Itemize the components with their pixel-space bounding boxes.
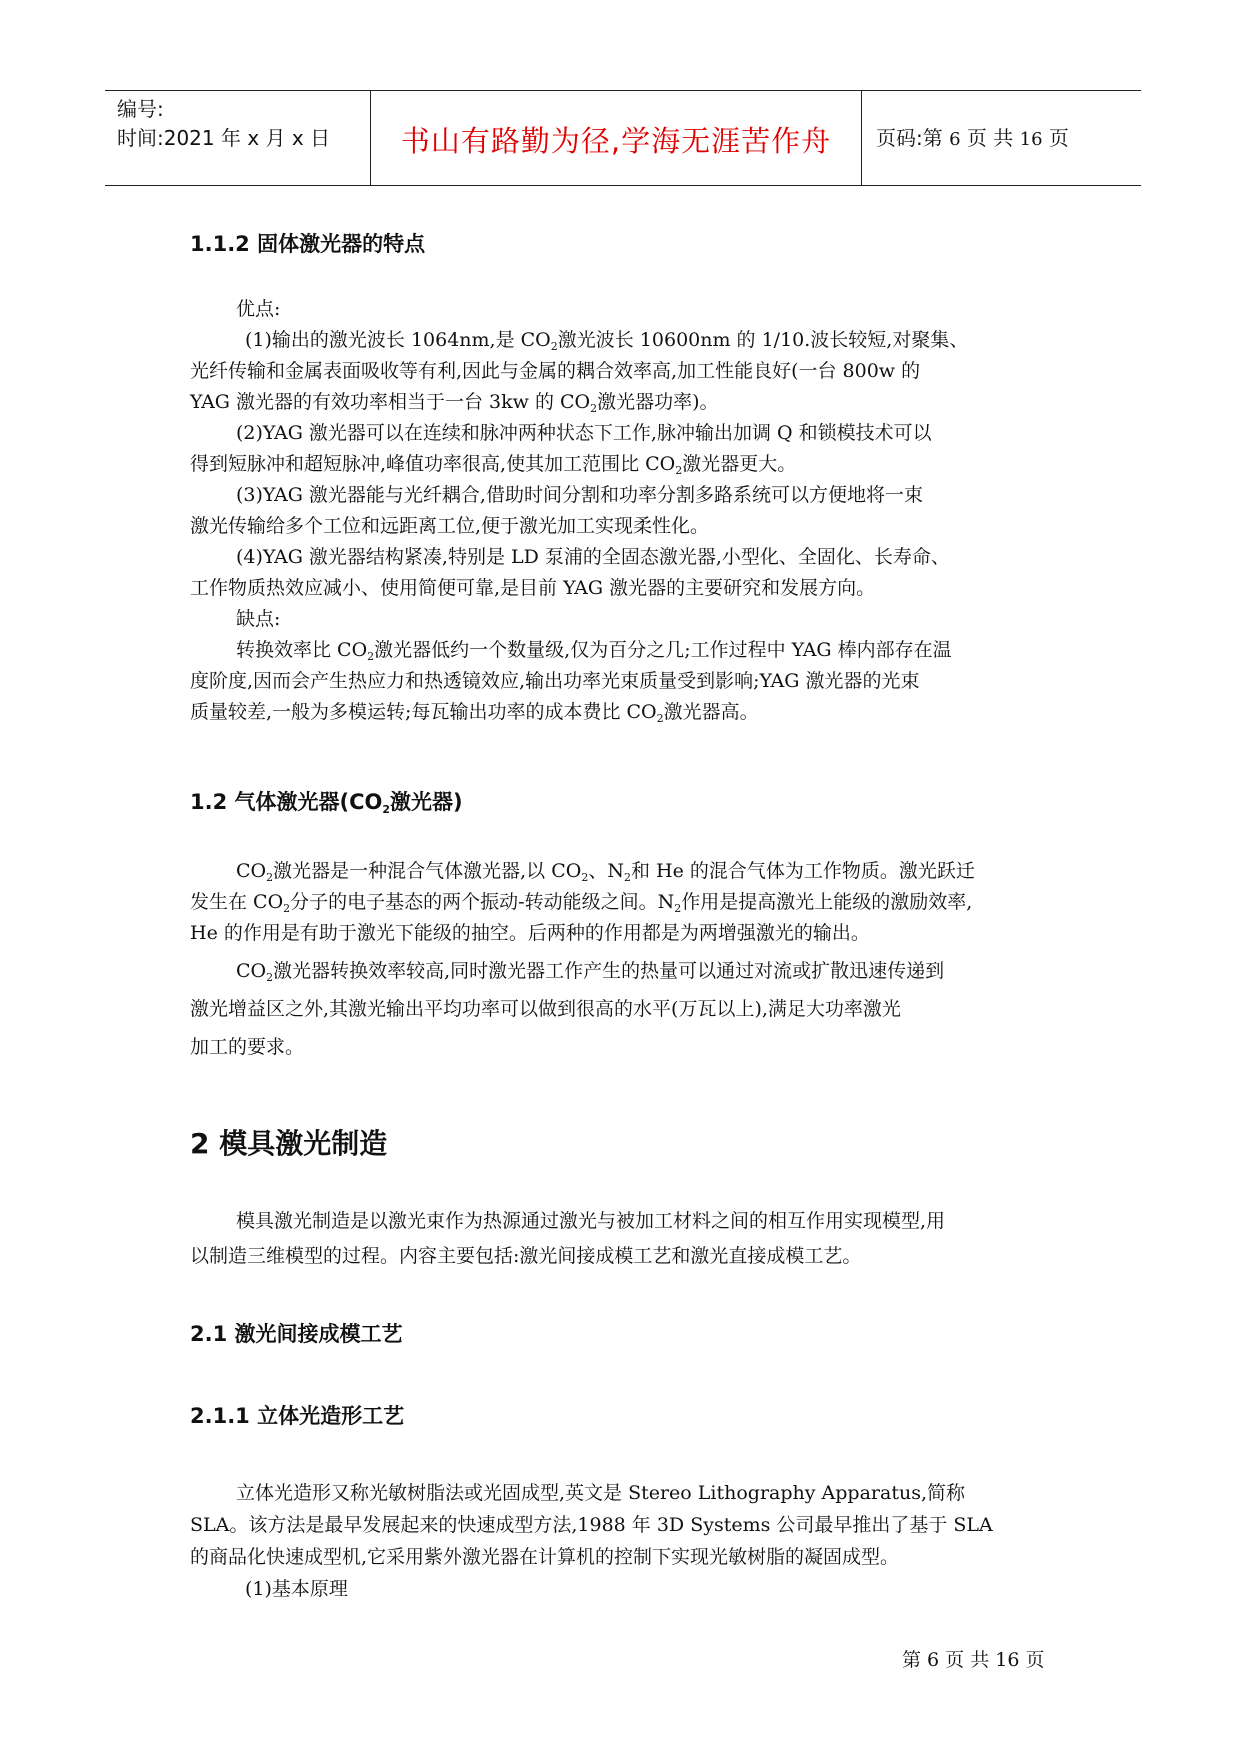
- mold-para-line-2: 以制造三维模型的过程。内容主要包括:激光间接成模工艺和激光直接成模工艺。: [190, 1245, 862, 1267]
- heading-1-2: 1.2 气体激光器($CO_2$激光器): [190, 790, 463, 816]
- pros-label: 优点:: [236, 298, 281, 320]
- number-label: 编号:: [117, 97, 164, 121]
- sla-para-line-3: 的商品化快速成型机,它采用紫外激光器在计算机的控制下实现光敏树脂的凝固成型。: [190, 1546, 900, 1568]
- pros-item-4-line-2: 工作物质热效应减小、使用简便可靠,是目前 YAG 激光器的主要研究和发展方向。: [190, 577, 876, 599]
- header-motto-cell: [371, 91, 862, 185]
- cons-label: 缺点:: [236, 608, 281, 630]
- gas-para-2-line-1: $CO_2$激光器转换效率较高,同时激光器工作产生的热量可以通过对流或扩散迅速传递到: [236, 960, 945, 984]
- pros-item-2-line-1: (2)YAG 激光器可以在连续和脉冲两种状态下工作,脉冲输出加调 Q 和锁模技术可以: [236, 422, 932, 444]
- cons-line-2: 度阶度,因而会产生热应力和热透镜效应,输出功率光束质量受到影响;YAG 激光器的光束: [190, 670, 920, 692]
- page-footer: 第 6 页 共 16 页: [902, 1649, 1045, 1671]
- header-left-cell: [105, 91, 371, 185]
- motto-text: 书山有路勤为径,学海无涯苦作舟: [400, 124, 832, 158]
- header-page-cell: [862, 91, 1141, 185]
- pros-item-3-line-2: 激光传输给多个工位和远距离工位,便于激光加工实现柔性化。: [190, 515, 710, 537]
- mold-para-line-1: 模具激光制造是以激光束作为热源通过激光与被加工材料之间的相互作用实现模型,用: [236, 1210, 946, 1232]
- gas-para-2-line-3: 加工的要求。: [190, 1036, 305, 1058]
- page-total: 16: [1019, 129, 1043, 150]
- heading-2-1-1: 2.1.1 立体光造形工艺: [190, 1404, 405, 1428]
- sla-para-line-1: 立体光造形又称光敏树脂法或光固成型,英文是 Stereo Lithography Apparatus,简称: [236, 1482, 965, 1504]
- gas-para-1-line-3: He 的作用是有助于激光下能级的抽空。后两种的作用都是为两增强激光的输出。: [190, 922, 870, 944]
- heading-2: 2 模具激光制造: [190, 1127, 388, 1160]
- pros-item-1-line-1: (1)输出的激光波长 1064nm,是 $CO_2$激光波长 10600nm 的 1/10.波长较短,对聚集、: [245, 329, 969, 353]
- page-suffix: 页: [1048, 126, 1069, 150]
- cons-line-1: 转换效率比 $CO_2$激光器低约一个数量级,仅为百分之几;工作过程中 YAG 棒内部存在温: [236, 639, 952, 663]
- pros-item-1-line-2: 光纤传输和金属表面吸收等有利,因此与金属的耦合效率高,加工性能良好(一台 800w 的: [190, 360, 921, 382]
- gas-para-1-line-1: $CO_2$激光器是一种混合气体激光器,以 $CO_2$、$N_2$和 He 的混合气体为工作物质。激光跃迁: [236, 860, 975, 884]
- gas-para-1-line-2: 发生在 $CO_2$分子的电子基态的两个振动-转动能级之间。$N_2$作用是提高激光上能级的激励效率,: [190, 891, 973, 915]
- page-info: [876, 122, 1069, 151]
- page-prefix: 页码:第: [876, 126, 943, 150]
- heading-1-1-2: 1.1.2 固体激光器的特点: [190, 232, 426, 256]
- cons-line-3: 质量较差,一般为多模运转;每瓦输出功率的成本费比 $CO_2$激光器高。: [190, 701, 759, 725]
- pros-item-4-line-1: (4)YAG 激光器结构紧凑,特别是 LD 泵浦的全固态激光器,小型化、全固化、长寿命、: [236, 546, 950, 568]
- page-current: 6: [949, 129, 961, 150]
- gas-para-2-line-2: 激光增益区之外,其激光输出平均功率可以做到很高的水平(万瓦以上),满足大功率激光: [190, 998, 901, 1020]
- sla-subheading-basic-principle: (1)基本原理: [245, 1578, 348, 1600]
- time-label: 时间:2021 年 x 月 x 日: [117, 126, 331, 150]
- pros-item-2-line-2: 得到短脉冲和超短脉冲,峰值功率很高,使其加工范围比 $CO_2$激光器更大。: [190, 453, 797, 477]
- heading-2-1: 2.1 激光间接成模工艺: [190, 1322, 403, 1346]
- pros-item-3-line-1: (3)YAG 激光器能与光纤耦合,借助时间分割和功率分割多路系统可以方便地将一束: [236, 484, 923, 506]
- sla-para-line-2: SLA。该方法是最早发展起来的快速成型方法,1988 年 3D Systems 公司最早推出了基于 SLA: [190, 1514, 993, 1536]
- page-mid: 页 共: [966, 126, 1014, 150]
- pros-item-1-line-3: YAG 激光器的有效功率相当于一台 3kw 的 $CO_2$激光器功率)。: [190, 391, 719, 415]
- page-header: [105, 90, 1141, 186]
